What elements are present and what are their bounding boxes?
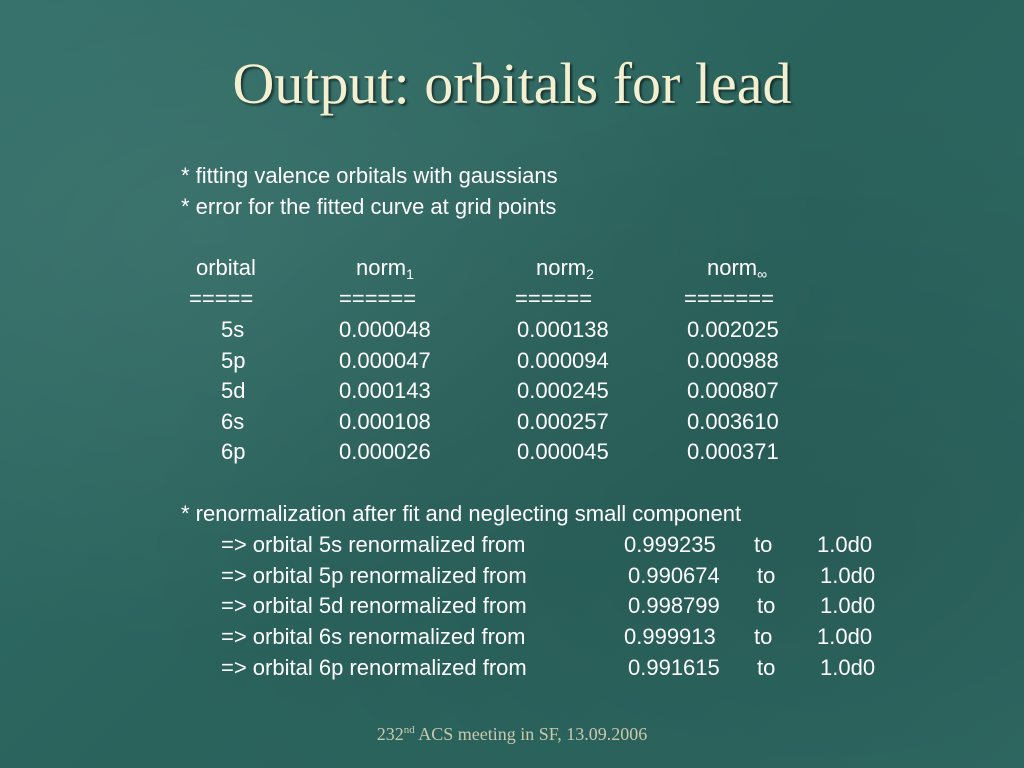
bullet-fitting: * fitting valence orbitals with gaussians	[181, 163, 558, 188]
renorm-label: => orbital 6s renormalized from	[221, 624, 526, 649]
norm1-cell: 0.000143	[339, 378, 431, 403]
renorm-target: 1.0d0	[817, 624, 873, 649]
orbital-cell: 5s	[221, 317, 245, 342]
renorm-to: to	[757, 655, 776, 680]
renorm-label: => orbital 5p renormalized from	[221, 563, 527, 588]
orbital-cell: 6p	[221, 439, 246, 464]
norm2-cell: 0.000257	[517, 409, 609, 434]
norm1-cell: 0.000047	[339, 348, 431, 373]
norm2-cell: 0.000045	[517, 439, 609, 464]
norm-inf-cell: 0.000807	[687, 378, 779, 403]
renorm-value: 0.999235	[624, 532, 716, 557]
renorm-target: 1.0d0	[817, 532, 873, 557]
norm2-cell: 0.000094	[517, 348, 609, 373]
renorm-label: => orbital 5s renormalized from	[221, 532, 526, 557]
slide-title: Output: orbitals for lead	[232, 51, 792, 116]
header-norm2: norm$_2$	[536, 255, 594, 282]
renorm-heading: * renormalization after fit and neglecting small component	[181, 501, 742, 526]
renorm-to: to	[757, 593, 776, 618]
renorm-to: to	[754, 624, 773, 649]
separator: ======	[515, 286, 593, 311]
renorm-value: 0.998799	[628, 593, 720, 618]
renorm-target: 1.0d0	[820, 655, 876, 680]
separator: ======	[339, 286, 417, 311]
renorm-value: 0.991615	[628, 655, 720, 680]
renorm-value: 0.990674	[628, 563, 720, 588]
orbital-cell: 5d	[221, 378, 246, 403]
renorm-to: to	[754, 532, 773, 557]
bullet-error: * error for the fitted curve at grid points	[181, 194, 557, 219]
norm2-cell: 0.000245	[517, 378, 609, 403]
renorm-label: => orbital 6p renormalized from	[221, 655, 527, 680]
orbital-cell: 6s	[221, 409, 245, 434]
norm-inf-cell: 0.000371	[687, 439, 779, 464]
renorm-target: 1.0d0	[820, 563, 876, 588]
norm-inf-cell: 0.003610	[687, 409, 779, 434]
separator: =====	[189, 286, 254, 311]
norm2-cell: 0.000138	[517, 317, 609, 342]
renorm-target: 1.0d0	[820, 593, 876, 618]
separator: =======	[684, 286, 774, 311]
orbital-cell: 5p	[221, 348, 246, 373]
norm-inf-cell: 0.000988	[687, 348, 779, 373]
slide-footer: 232nd ACS meeting in SF, 13.09.2006	[376, 724, 648, 744]
renorm-to: to	[757, 563, 776, 588]
header-norm1: norm$_1$	[356, 255, 414, 282]
norm1-cell: 0.000048	[339, 317, 431, 342]
header-orbital: orbital	[196, 255, 256, 280]
norm-inf-cell: 0.002025	[687, 317, 779, 342]
norm1-cell: 0.000108	[339, 409, 431, 434]
renorm-label: => orbital 5d renormalized from	[221, 593, 527, 618]
norm1-cell: 0.000026	[339, 439, 431, 464]
renorm-value: 0.999913	[624, 624, 716, 649]
header-norm-inf: norm$_\infty$	[707, 255, 768, 282]
